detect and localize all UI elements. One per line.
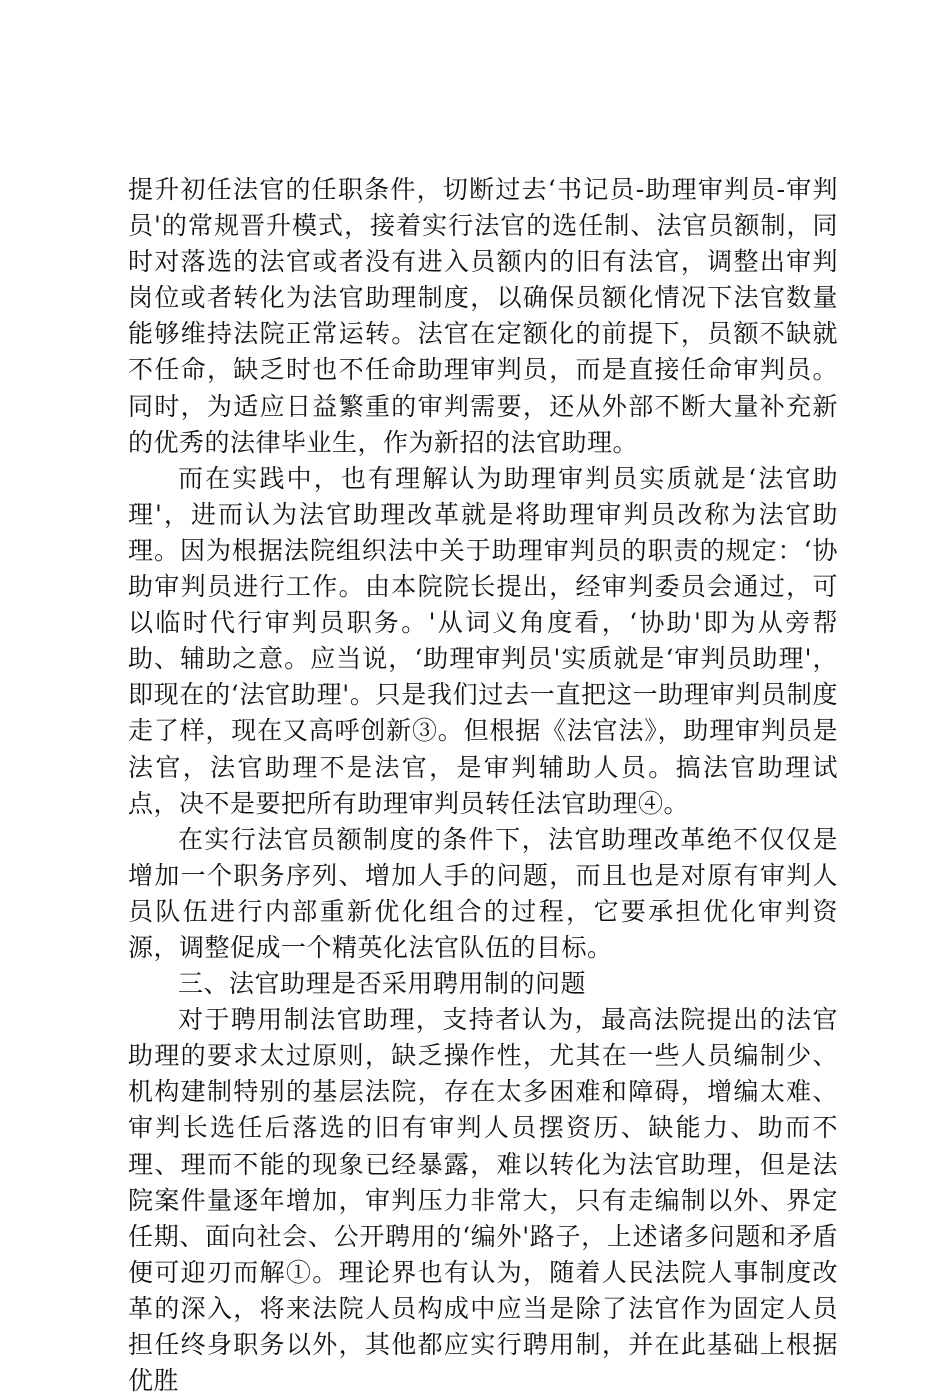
paragraph-3: 在实行法官员额制度的条件下，法官助理改革绝不仅仅是增加一个职务序列、增加人手的问题，而且也是对原有审判人员队伍进行内部重新优化组合的过程，它要承担优化审判资源，调整促成一个精英化法官队伍的目标。 — [128, 824, 838, 962]
document-body — [128, 172, 838, 1399]
paragraph-2: 而在实践中，也有理解认为助理审判员实质就是‘法官助理'，进而认为法官助理改革就是将助理审判员改称为法官助理。因为根据法院组织法中关于助理审判员的职责的规定：‘协助审判员进行工作。由本院院长提出，经审判委员会通过，可以临时代行审判员职务。'从词义角度看，‘协助'即为从旁帮助、辅助之意。应当说，‘助理审判员'实质就是‘审判员助理'，即现在的‘法官助理'。只是我们过去一直把这一助理审判员制度走了样，现在又高呼创新③。但根据《法官法》，助理审判员是法官，法官助理不是法官，是审判辅助人员。搞法官助理试点，决不是要把所有助理审判员转任法官助理④。 — [128, 463, 838, 818]
paragraph-1: 提升初任法官的任职条件，切断过去‘书记员-助理审判员-审判员'的常规晋升模式，接着实行法官的选任制、法官员额制，同时对落选的法官或者没有进入员额内的旧有法官，调整出审判岗位或者转化为法官助理制度，以确保员额化情况下法官数量能够维持法院正常运转。法官在定额化的前提下，员额不缺就不任命，缺乏时也不任命助理审判员，而是直接任命审判员。同时，为适应日益繁重的审判需要，还从外部不断大量补充新的优秀的法律毕业生，作为新招的法官助理。 — [128, 175, 839, 457]
section-heading-3: 三、法官助理是否采用聘用制的问题 — [178, 969, 587, 999]
paragraph-4: 对于聘用制法官助理，支持者认为，最高法院提出的法官助理的要求太过原则，缺乏操作性，尤其在一些人员编制少、机构建制特别的基层法院，存在太多困难和障碍，增编太难、审判长选任后落选的旧有审判人员摆资历、缺能力、助而不理、理而不能的现象已经暴露，难以转化为法官助理，但是法院案件量逐年增加，审判压力非常大，只有走编制以外、界定任期、面向社会、公开聘用的‘编外'路子，上述诸多问题和矛盾便可迎刃而解①。理论界也有认为，随着人民法院人事制度改革的深入，将来法院人员构成中应当是除了法官作为固定人员担任终身职务以外，其他都应实行聘用制，并在此基础上根据优胜 — [128, 1005, 838, 1396]
